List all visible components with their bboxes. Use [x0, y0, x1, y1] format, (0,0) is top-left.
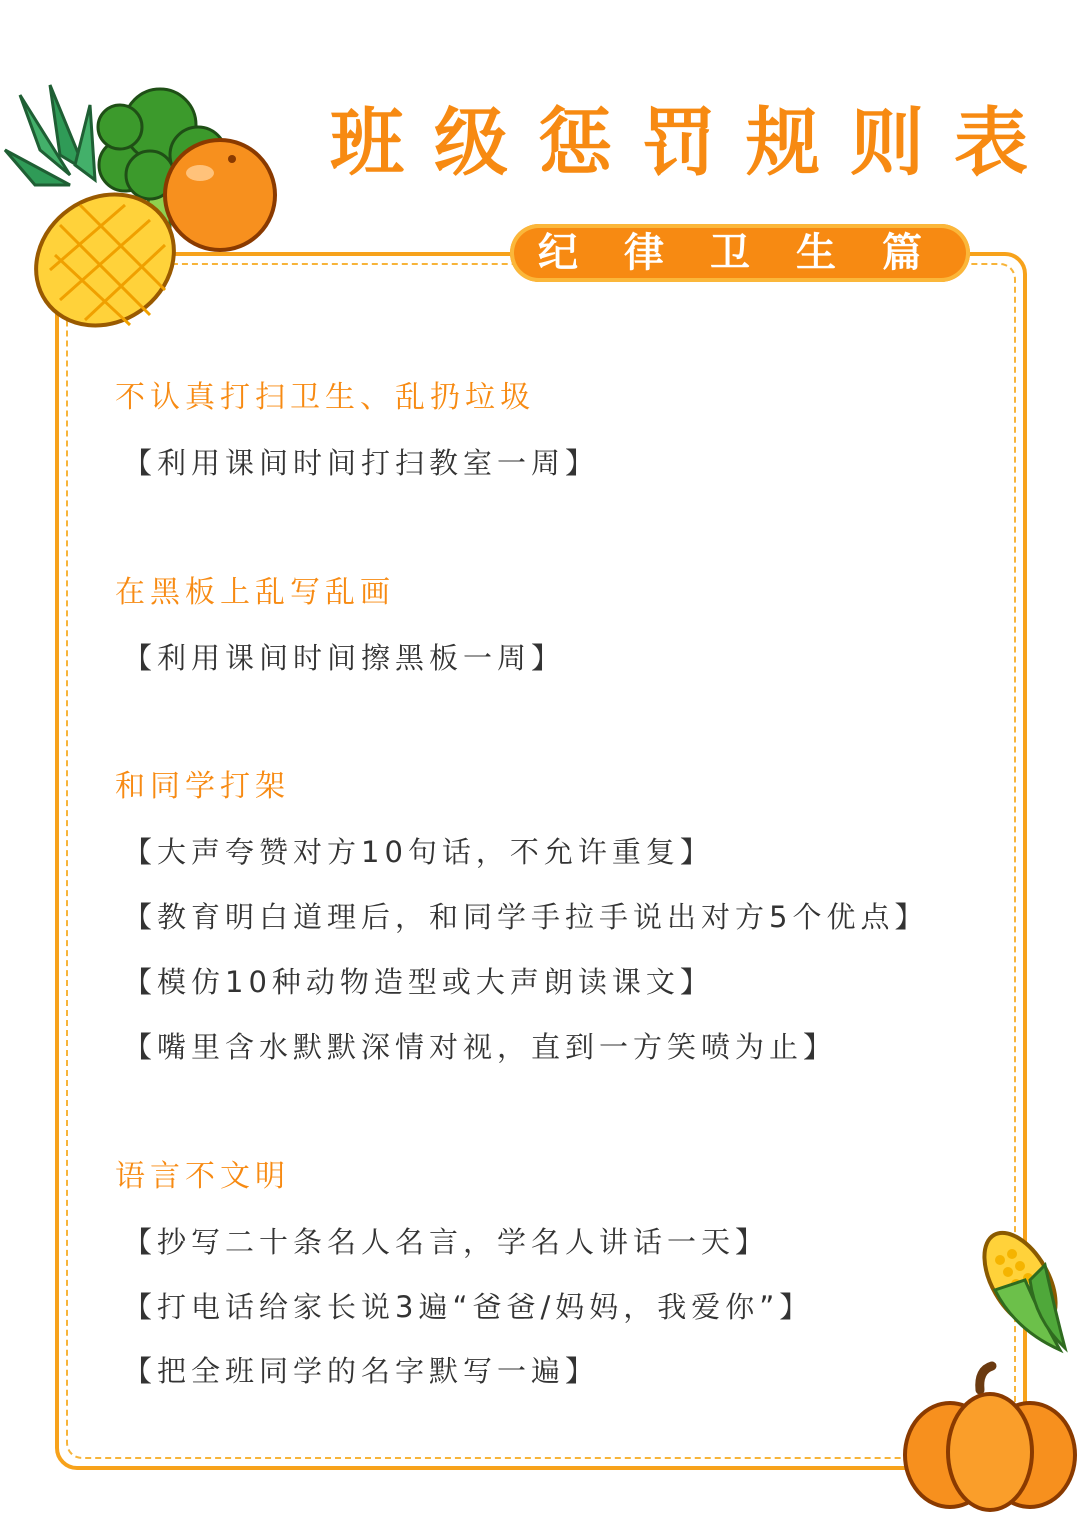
section-title: 和同学打架 [115, 769, 290, 804]
rule-item: 【把全班同学的名字默写一遍】 [123, 1354, 600, 1388]
section-title: 语言不文明 [115, 1159, 290, 1194]
vegetable-decoration-bottom-right [900, 1220, 1080, 1520]
rule-item: 【抄写二十条名人名言，学名人讲话一天】 [123, 1225, 770, 1259]
pumpkin-icon [905, 1366, 1075, 1510]
page-title: 班级惩罚规则表 [330, 100, 1058, 186]
corn-icon [970, 1221, 1070, 1350]
fruit-decoration-top-left [0, 55, 290, 335]
rule-item: 【嘴里含水默默深情对视，直到一方笑喷为止】 [123, 1030, 838, 1064]
rule-item: 【模仿10种动物造型或大声朗读课文】 [123, 965, 714, 999]
rule-item: 【利用课间时间打扫教室一周】 [123, 446, 600, 480]
rule-item: 【打电话给家长说3遍“爸爸/妈妈，我爱你”】 [123, 1290, 814, 1324]
section-title: 不认真打扫卫生、乱扔垃圾 [115, 380, 535, 415]
orange-icon [165, 140, 275, 250]
rule-item: 【教育明白道理后，和同学手拉手说出对方5个优点】 [123, 900, 929, 934]
section-title: 在黑板上乱写乱画 [115, 575, 395, 610]
rule-item: 【大声夸赞对方10句话，不允许重复】 [123, 835, 714, 869]
subtitle-pill [510, 224, 970, 282]
subtitle-text: 纪律卫生篇 [538, 230, 968, 276]
rule-item: 【利用课间时间擦黑板一周】 [123, 641, 566, 675]
